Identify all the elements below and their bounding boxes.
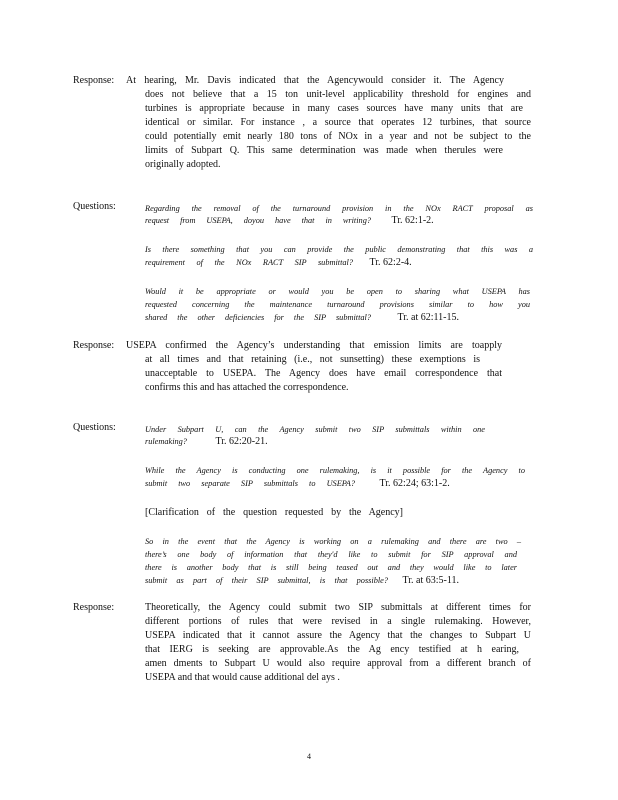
- transcript-ref: Tr. at 63:5-11.: [402, 575, 459, 586]
- question-text: rulemaking?: [145, 437, 187, 446]
- response-line: does not believe that a 15 ton unit-level applicability threshold for engines and: [145, 89, 531, 100]
- question-line-with-ref: [145, 477, 450, 490]
- response-line: could potentially emit nearly 180 tons of NOx in a year and not be subject to the: [145, 131, 531, 142]
- question-line: requested concerning the maintenance turnaround provisions similar to how you: [145, 300, 530, 309]
- page-number: 4: [307, 752, 311, 761]
- response-line: limits of Subpart Q. This same determination was made when therules were: [145, 145, 503, 156]
- question-line: there is another body that is still being teased out and they would like to later: [145, 563, 517, 572]
- response-line: Theoretically, the Agency could submit two SIP submittals at different times for: [145, 602, 531, 613]
- response-line: at all times and that retaining (i.e., not sunsetting) these exemptions is: [145, 354, 480, 365]
- question-line: there’s one body of information that they'd like to submit for SIP approval and: [145, 550, 517, 559]
- response-line: turbines is appropriate because in many cases sources have many units that are: [145, 103, 523, 114]
- response-label: Response:: [73, 75, 115, 86]
- transcript-ref: Tr. 62:2-4.: [369, 257, 412, 268]
- transcript-ref: Tr. 62:24; 63:1-2.: [379, 478, 450, 489]
- question-line: Is there something that you can provide the public demonstrating that this was a: [145, 245, 533, 254]
- question-line-with-ref: [145, 435, 268, 448]
- response-line: USEPA and that would cause additional del ays .: [145, 672, 340, 683]
- response-line: confirms this and has attached the correspondence.: [145, 382, 349, 393]
- question-line: Would it be appropriate or would you be open to sharing what USEPA has: [145, 287, 530, 296]
- question-line-with-ref: [145, 574, 459, 587]
- response-line: originally adopted.: [145, 159, 221, 170]
- response-line: USEPA indicated that it cannot assure the Agency that the changes to Subpart U: [145, 630, 531, 641]
- question-text: submit two separate SIP submittals to USEPA?: [145, 479, 355, 488]
- question-line-with-ref: [145, 311, 459, 324]
- question-line: While the Agency is conducting one rulemaking, is it possible for the Agency to: [145, 466, 525, 475]
- response-label: Response:: [73, 602, 115, 613]
- response-line: that IERG is seeking are approvable.As the Ag ency testified at h earing,: [145, 644, 519, 655]
- response-label: Response:: [73, 340, 115, 351]
- response-line: amen dments to Subpart U would also require approval from a different branch of: [145, 658, 531, 669]
- response-line: At hearing, Mr. Davis indicated that the Agencywould consider it. The Agency: [126, 75, 504, 86]
- transcript-ref: Tr. at 62:11-15.: [397, 312, 459, 323]
- response-line: identical or similar. For instance , a source that operates 12 turbines, that source: [145, 117, 531, 128]
- questions-label: Questions:: [73, 201, 116, 212]
- response-line: USEPA confirmed the Agency’s understanding that emission limits are toapply: [126, 340, 502, 351]
- question-text: request from USEPA, doyou have that in writing?: [145, 216, 371, 225]
- question-text: requirement of the NOx RACT SIP submittal?: [145, 258, 353, 267]
- question-line: Regarding the removal of the turnaround provision in the NOx RACT proposal as: [145, 204, 533, 213]
- question-line-with-ref: [145, 256, 412, 269]
- transcript-ref: Tr. 62:1-2.: [391, 215, 434, 226]
- question-line: So in the event that the Agency is working on a rulemaking and there are two –: [145, 537, 521, 546]
- response-line: unacceptable to USEPA. The Agency does have email correspondence that: [145, 368, 502, 379]
- question-text: submit as part of their SIP submittal, is that possible?: [145, 576, 388, 585]
- clarification-note: [Clarification of the question requested by the Agency]: [145, 507, 403, 518]
- transcript-ref: Tr. 62:20-21.: [215, 436, 268, 447]
- question-text: shared the other deficiencies for the SIP submittal?: [145, 313, 371, 322]
- question-line-with-ref: [145, 214, 434, 227]
- questions-label: Questions:: [73, 422, 116, 433]
- question-line: Under Subpart U, can the Agency submit two SIP submittals within one: [145, 425, 485, 434]
- response-line: different portions of rules that were revised in a single rulemaking. However,: [145, 616, 531, 627]
